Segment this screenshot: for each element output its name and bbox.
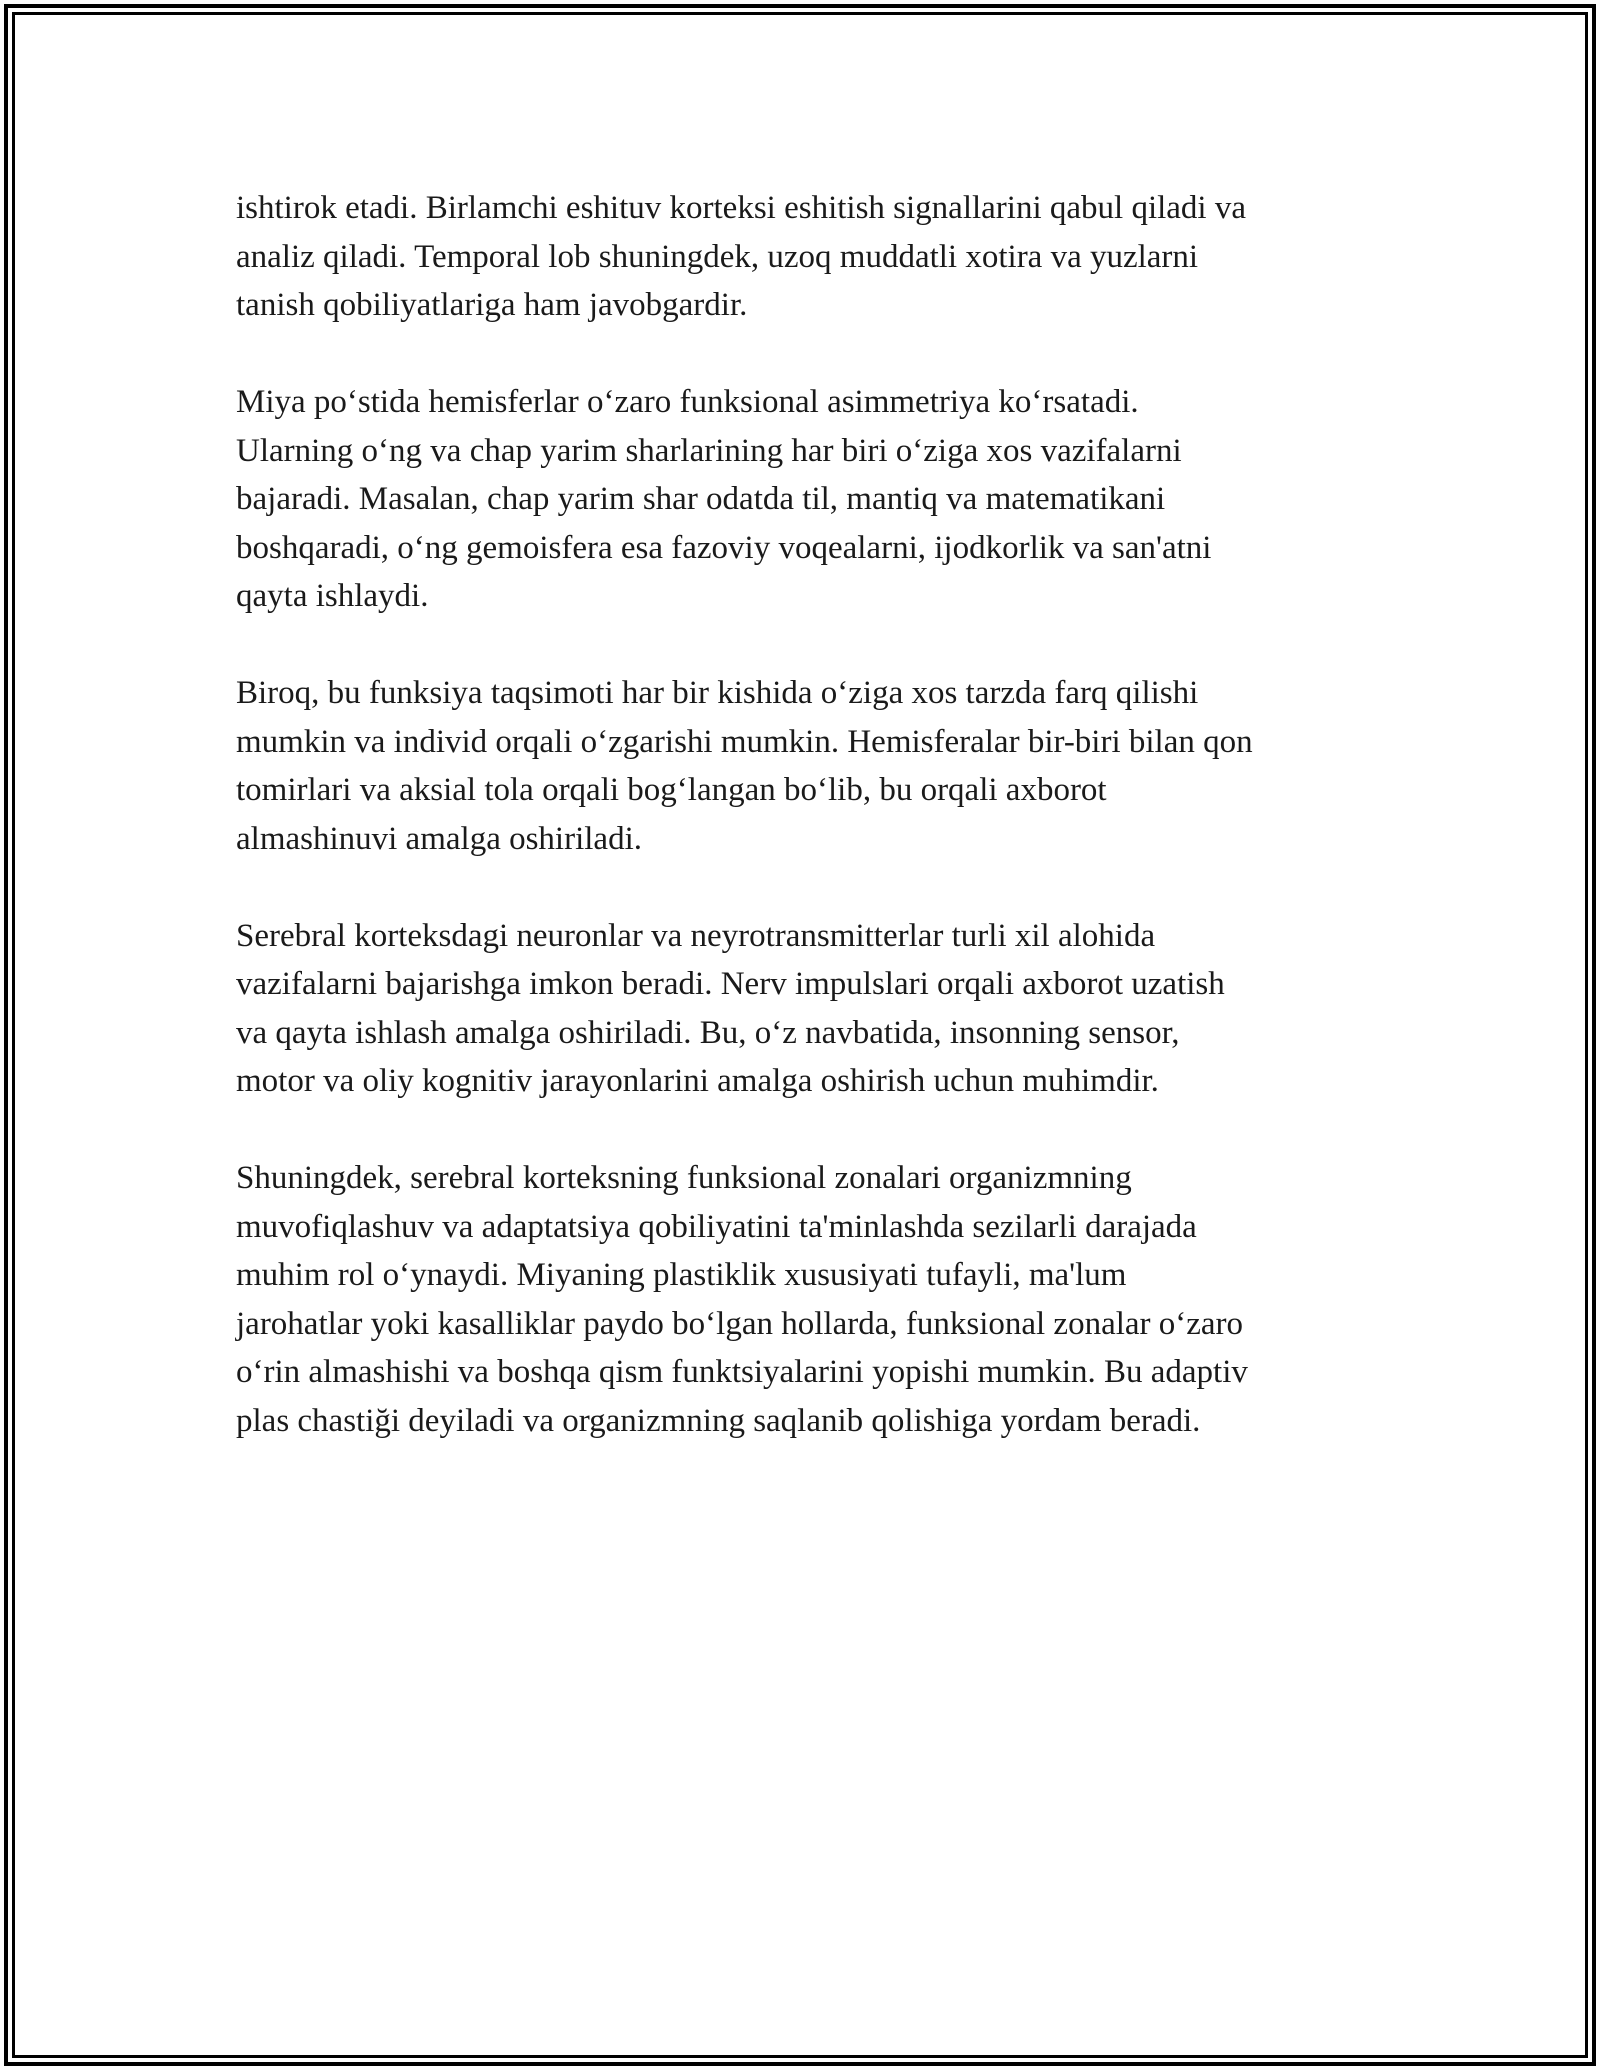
paragraph-1: ishtirok etadi. Birlamchi eshituv korteksi eshitish signallarini qabul qiladi va analiz qiladi. Temporal lob shuningdek, uzoq muddatli xotira va yuzlarni tanish qobiliyatlariga ham javobgardir. (236, 190, 1246, 323)
paragraph-5: Shuningdek, serebral korteksning funksional zonalari organizmning muvofiqlashuv va adaptatsiya qobiliyatini ta'minlashda sezilarli darajada muhim rol oʻynaydi. Miyaning plastiklik xususiyati tufayli, ma'lum jarohatlar yoki kasalliklar paydo boʻlgan hollarda, funksional zonalar oʻzaro oʻrin almashishi va boshqa qism funktsiyalarini yopishi mumkin. Bu adaptiv plas chastiği deyiladi va organizmning saqlanib qolishiga yordam beradi. (236, 1160, 1248, 1439)
paragraph-3: Biroq, bu funksiya taqsimoti har bir kishida oʻziga xos tarzda farq qilishi mumkin va individ orqali oʻzgarishi mumkin. Hemisferalar bir-biri bilan qon tomirlari va aksial tola orqali bogʻlangan boʻlib, bu orqali axborot almashinuvi amalga oshiriladi. (236, 675, 1253, 857)
paragraph-2: Miya poʻstida hemisferlar oʻzaro funksional asimmetriya koʻrsatadi. Ularning oʻng va chap yarim sharlarining har biri oʻziga xos vazifalarni bajaradi. Masalan, chap yarim shar odatda til, mantiq va matematikani boshqaradi, oʻng gemoisfera esa fazoviy voqealarni, ijodkorlik va san'atni qayta ishlaydi. (236, 384, 1212, 614)
document-body (236, 184, 1386, 1494)
paragraph-4: Serebral korteksdagi neuronlar va neyrotransmitterlar turli xil alohida vazifalarni bajarishga imkon beradi. Nerv impulslari orqali axborot uzatish va qayta ishlash amalga oshiriladi. Bu, oʻz navbatida, insonning sensor, motor va oliy kognitiv jarayonlarini amalga oshirish uchun muhimdir. (236, 917, 1225, 1099)
